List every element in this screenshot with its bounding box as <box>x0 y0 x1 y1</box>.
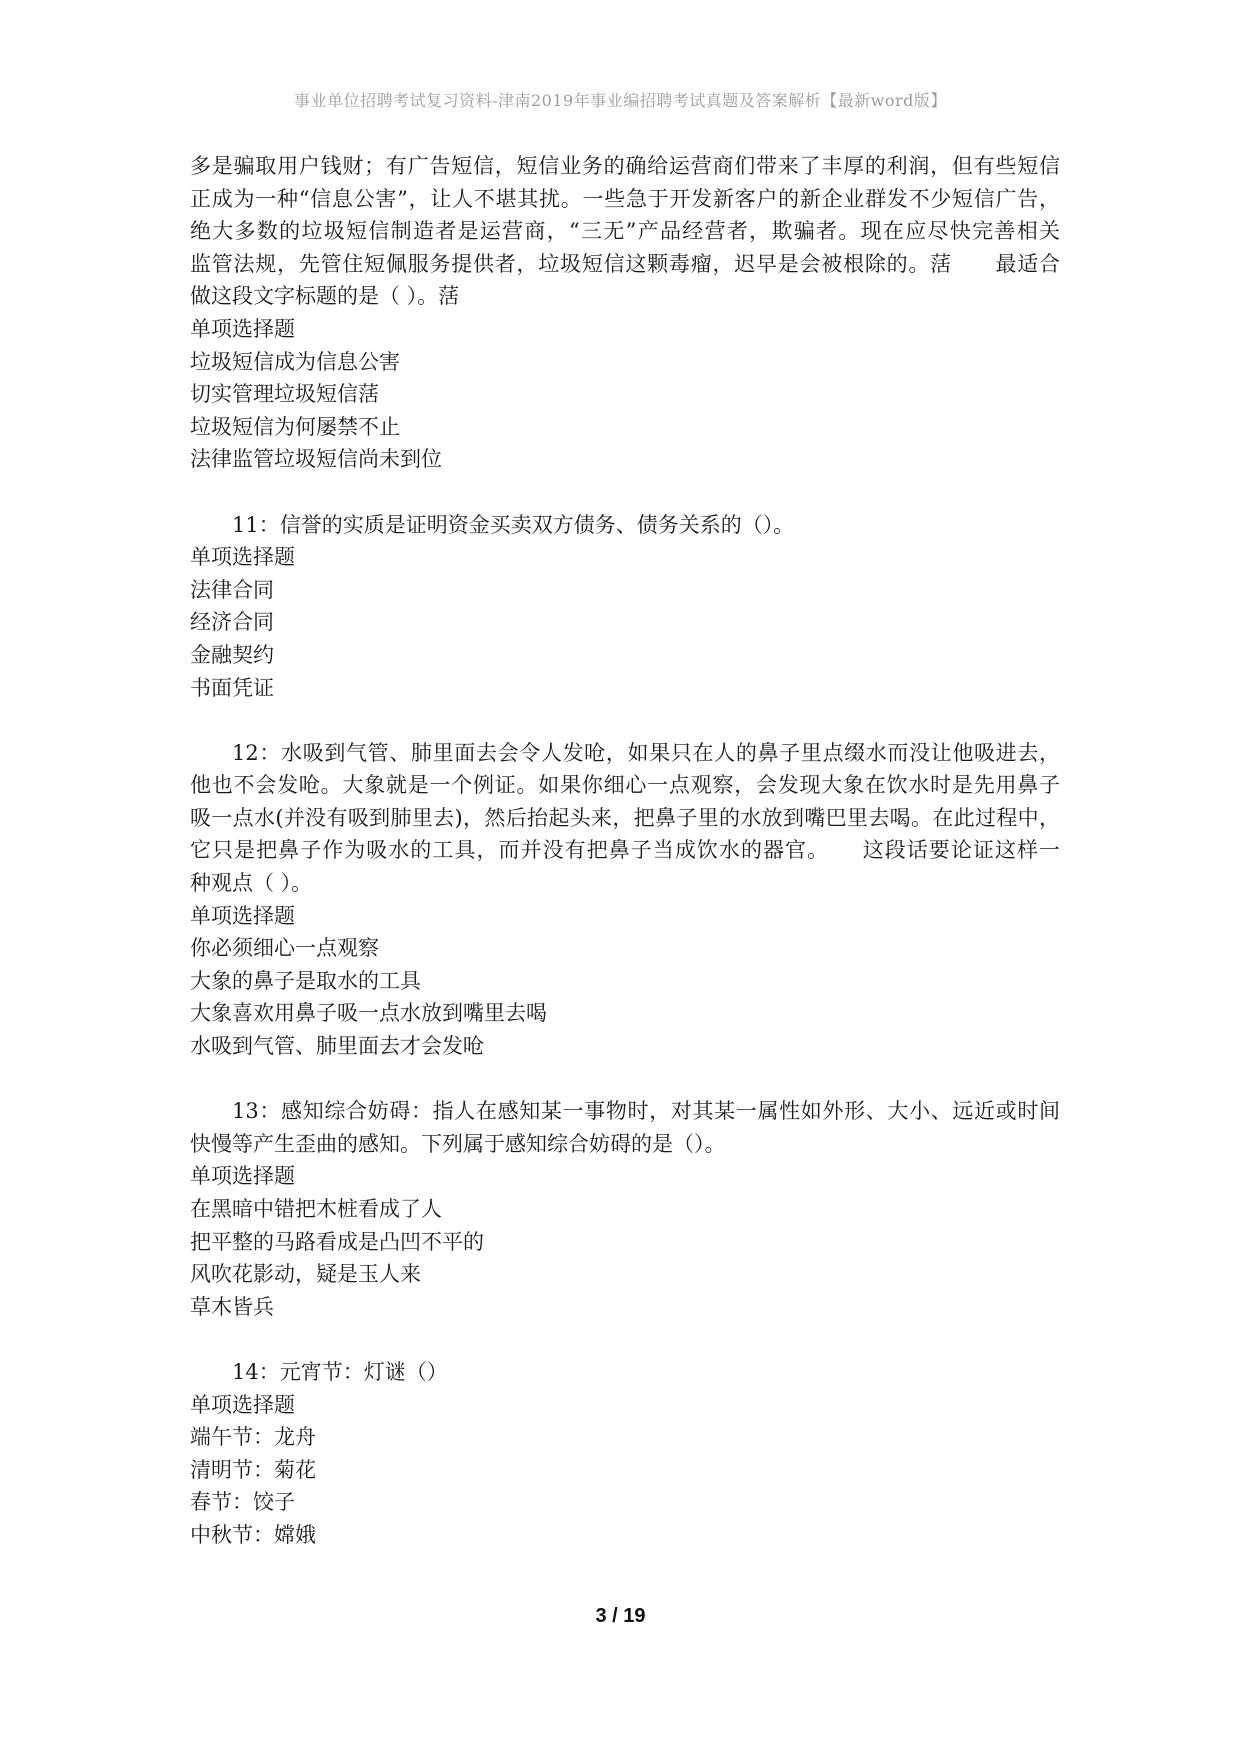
q12-option-c: 大象喜欢用鼻子吸一点水放到嘴里去喝 <box>190 1001 547 1026</box>
q10-option-c: 垃圾短信为何屡禁不止 <box>190 414 400 439</box>
q11-stem: 11：信誉的实质是证明资金买卖双方债务、债务关系的（）。 <box>232 512 795 537</box>
q13-stem-line: 快慢等产生歪曲的感知。下列属于感知综合妨碍的是（）。 <box>190 1131 726 1156</box>
q10-passage-line: 正成为一种“信息公害”，让人不堪其扰。一些急于开发新客户的新企业群发不少短信广告， <box>190 186 1060 211</box>
q12-stem-line: 种观点（ ）。 <box>190 871 313 896</box>
q10-question-type: 单项选择题 <box>190 316 295 341</box>
q13-option-b: 把平整的马路看成是凸凹不平的 <box>190 1229 484 1254</box>
q10-passage-line: 做这段文字标题的是（ ）。萿 <box>190 284 460 309</box>
q10-option-a: 垃圾短信成为信息公害 <box>190 349 400 374</box>
q11-option-b: 经济合同 <box>190 610 274 635</box>
q12-question-type: 单项选择题 <box>190 903 295 928</box>
q12-option-a: 你必须细心一点观察 <box>190 936 379 961</box>
q11-option-c: 金融契约 <box>190 642 274 667</box>
q13-stem-line: 13：感知综合妨碍：指人在感知某一事物时，对其某一属性如外形、大小、远近或时间 <box>232 1099 1060 1124</box>
q12-stem-line: 他也不会发呛。大象就是一个例证。如果你细心一点观察，会发现大象在饮水时是先用鼻子 <box>190 773 1060 798</box>
q10-passage-line: 绝大多数的垃圾短信制造者是运营商，“三无”产品经营者，欺骗者。现在应尽快完善相关 <box>190 219 1060 244</box>
q14-stem: 14：元宵节：灯谜（） <box>232 1359 448 1384</box>
spacer <box>190 704 1060 737</box>
page-number: 3 / 19 <box>595 1605 646 1627</box>
q11-question-type: 单项选择题 <box>190 545 295 570</box>
q10-option-b: 切实管理垃圾短信萿 <box>190 382 379 407</box>
document-body <box>190 150 1060 1552</box>
q13-option-d: 草木皆兵 <box>190 1294 274 1319</box>
q10-passage-line: 监管法规，先管住短佩服务提供者，垃圾短信这颗毒瘤，迟早是会被根除的。萿 最适合 <box>190 251 1060 276</box>
q12-option-d: 水吸到气管、肺里面去才会发呛 <box>190 1034 484 1059</box>
q14-question-type: 单项选择题 <box>190 1392 295 1417</box>
q14-option-a: 端午节：龙舟 <box>190 1425 316 1450</box>
spacer <box>190 1063 1060 1096</box>
q12-stem-line: 它只是把鼻子作为吸水的工具，而并没有把鼻子当成饮水的器官。 这段话要论证这样一 <box>190 838 1060 863</box>
spacer <box>190 1323 1060 1356</box>
q14-option-b: 清明节：菊花 <box>190 1457 316 1482</box>
q10-passage-line: 多是骗取用户钱财；有广告短信，短信业务的确给运营商们带来了丰厚的利润，但有些短信 <box>190 154 1060 178</box>
q13-question-type: 单项选择题 <box>190 1164 295 1189</box>
q14-option-d: 中秋节：嫦娥 <box>190 1522 316 1547</box>
q12-stem-line: 吸一点水(并没有吸到肺里去)，然后抬起头来，把鼻子里的水放到嘴巴里去喝。在此过程中， <box>190 805 1060 830</box>
page-header: 事业单位招聘考试复习资料-津南2019年事业编招聘考试真题及答案解析【最新word版】 <box>294 91 947 110</box>
spacer <box>190 476 1060 509</box>
q13-option-a: 在黑暗中错把木桩看成了人 <box>190 1197 442 1221</box>
q13-option-c: 风吹花影动，疑是玉人来 <box>190 1262 421 1287</box>
q10-option-d: 法律监管垃圾短信尚未到位 <box>190 447 442 472</box>
q12-option-b: 大象的鼻子是取水的工具 <box>190 968 421 993</box>
q11-option-a: 法律合同 <box>190 577 274 602</box>
q11-option-d: 书面凭证 <box>190 675 274 700</box>
q14-option-c: 春节：饺子 <box>190 1490 295 1515</box>
q12-stem-line: 12：水吸到气管、肺里面去会令人发呛，如果只在人的鼻子里点缀水而没让他吸进去， <box>232 740 1060 765</box>
